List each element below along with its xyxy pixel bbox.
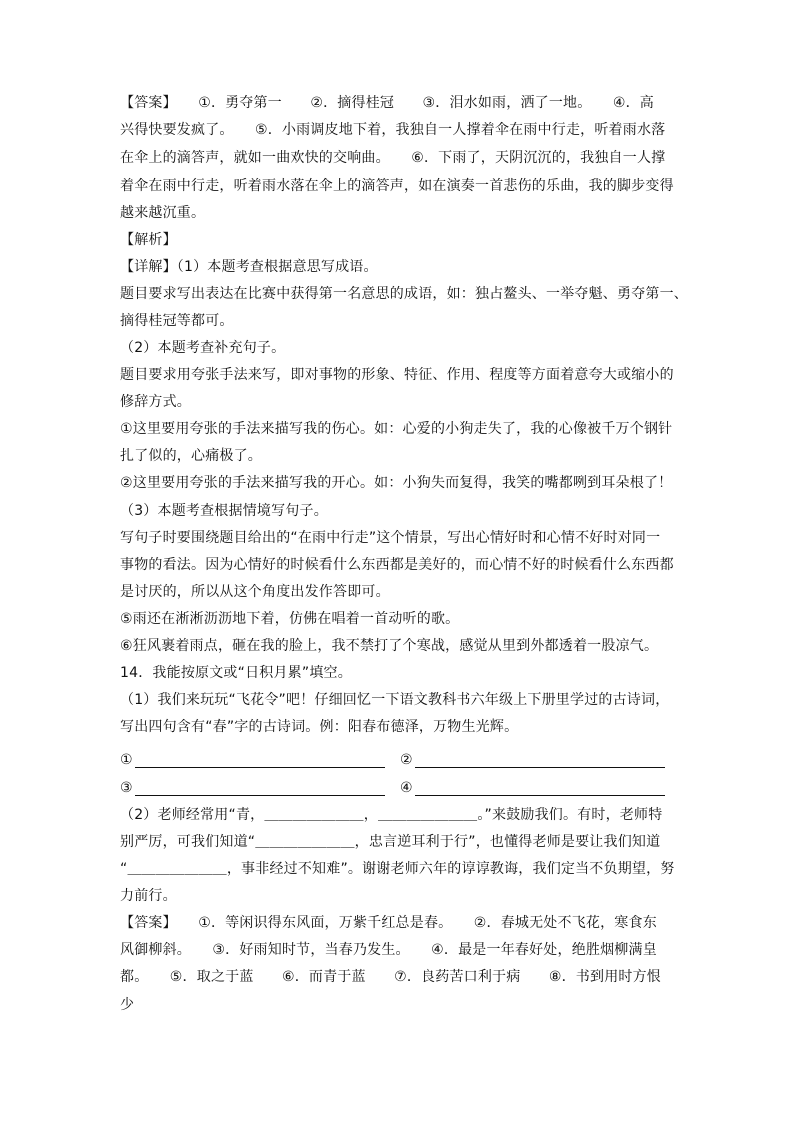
question-14-part2-line3: “＿＿＿＿＿＿＿，事非经过不知难”。谢谢老师六年的谆谆教诲，我们定当不负期望，努 bbox=[120, 861, 675, 877]
blank-line-2[interactable] bbox=[415, 767, 665, 768]
answer-line-2: 兴得快要发疯了。 ⑤．小雨调皮地下着，我独自一人撑着伞在雨中行走，听着雨水落 bbox=[120, 122, 666, 138]
question-14-title: 14．我能按原文或“日积月累”填空。 bbox=[120, 665, 352, 681]
question-14-part2-line2: 别严厉，可我们知道“＿＿＿＿＿＿＿，忠言逆耳利于行”，也懂得老师是要让我们知道 bbox=[120, 834, 661, 850]
detail-line-7: ①这里要用夸张的手法来描写我的伤心。如：心爱的小狗走失了，我的心像被千万个钢针 bbox=[120, 421, 673, 437]
question-14-part1-line1: （1）我们来玩玩“飞花令”吧！仔细回忆一下语文教科书六年级上下册里学过的古诗词， bbox=[120, 692, 670, 708]
detail-line-8: 扎了似的，心痛极了。 bbox=[120, 448, 262, 464]
detail-line-13: 是讨厌的，所以从这个角度出发作答即可。 bbox=[120, 584, 390, 600]
detail-line-6: 修辞方式。 bbox=[120, 394, 191, 410]
answer2-line-3: 都。 ⑤．取之于蓝 ⑥．而青于蓝 ⑦．良药苦口利于病 ⑧．书到用时方恨 bbox=[120, 969, 662, 985]
detail-line-5: 题目要求用夸张手法来写，即对事物的形象、特征、作用、程度等方面着意夸大或缩小的 bbox=[120, 367, 674, 383]
answer-line-4: 着伞在雨中行走，听着雨水落在伞上的滴答声，如在演奏一首悲伤的乐曲，我的脚步变得 bbox=[120, 178, 674, 194]
detail-line-11: 写句子时要围绕题目给出的“在雨中行走”这个情景，写出心情好时和心情不好时对同一 bbox=[120, 530, 661, 546]
answer2-line-1: 【答案】 ①．等闲识得东风面，万紫千红总是春。 ②．春城无处不飞花，寒食东 bbox=[120, 915, 657, 931]
detail-line-9: ②这里要用夸张的手法来描写我的开心。如：小狗失而复得，我笑的嘴都咧到耳朵根了！ bbox=[120, 475, 673, 491]
blank-row-2 bbox=[120, 778, 680, 798]
detail-line-4: （2）本题考查补充句子。 bbox=[120, 340, 286, 356]
blank-line-3[interactable] bbox=[135, 795, 385, 796]
blank-number-1: ① bbox=[120, 752, 133, 768]
detail-line-1: 【详解】（1）本题考查根据意思写成语。 bbox=[120, 259, 378, 275]
blank-row-1 bbox=[120, 750, 680, 770]
question-14-part2-line1: （2）老师经常用“青，＿＿＿＿＿＿＿，＿＿＿＿＿＿＿。”来鼓励我们。有时，老师特 bbox=[120, 807, 663, 823]
blank-number-2: ② bbox=[400, 752, 413, 768]
blank-line-4[interactable] bbox=[415, 795, 665, 796]
answer-line-5: 越来越沉重。 bbox=[120, 205, 206, 221]
blank-number-3: ③ bbox=[120, 780, 133, 796]
question-14-part2-line4: 力前行。 bbox=[120, 888, 177, 904]
answer-line-3: 在伞上的滴答声，就如一曲欢快的交响曲。 ⑥．下雨了，天阴沉沉的，我独自一人撑 bbox=[120, 150, 666, 166]
detail-line-14: ⑤雨还在淅淅沥沥地下着，仿佛在唱着一首动听的歌。 bbox=[120, 611, 460, 627]
detail-line-15: ⑥狂风裹着雨点，砸在我的脸上，我不禁打了个寒战，感觉从里到外都透着一股凉气。 bbox=[120, 638, 659, 654]
answer2-line-2: 风御柳斜。 ③．好雨知时节，当春乃发生。 ④．最是一年春好处，绝胜烟柳满皇 bbox=[120, 942, 657, 958]
detail-line-3: 摘得桂冠等都可。 bbox=[120, 313, 234, 329]
blank-line-1[interactable] bbox=[135, 767, 385, 768]
detail-line-2: 题目要求写出表达在比赛中获得第一名意思的成语，如：独占鳌头、一举夺魁、勇夺第一、 bbox=[120, 286, 688, 302]
question-14-part1-line2: 写出四句含有“春”字的古诗词。例：阳春布德泽，万物生光辉。 bbox=[120, 719, 519, 735]
detail-line-12: 事物的看法。因为心情好的时候看什么东西都是美好的，而心情不好的时候看什么东西都 bbox=[120, 557, 674, 573]
blank-number-4: ④ bbox=[400, 780, 413, 796]
answer-line-1: 【答案】 ①．勇夺第一 ②．摘得桂冠 ③．泪水如雨，洒了一地。 ④．高 bbox=[120, 95, 655, 111]
detail-line-10: （3）本题考查根据情境写句子。 bbox=[120, 503, 328, 519]
analysis-heading: 【解析】 bbox=[120, 232, 177, 248]
answer2-line-4: 少 bbox=[120, 997, 135, 1013]
